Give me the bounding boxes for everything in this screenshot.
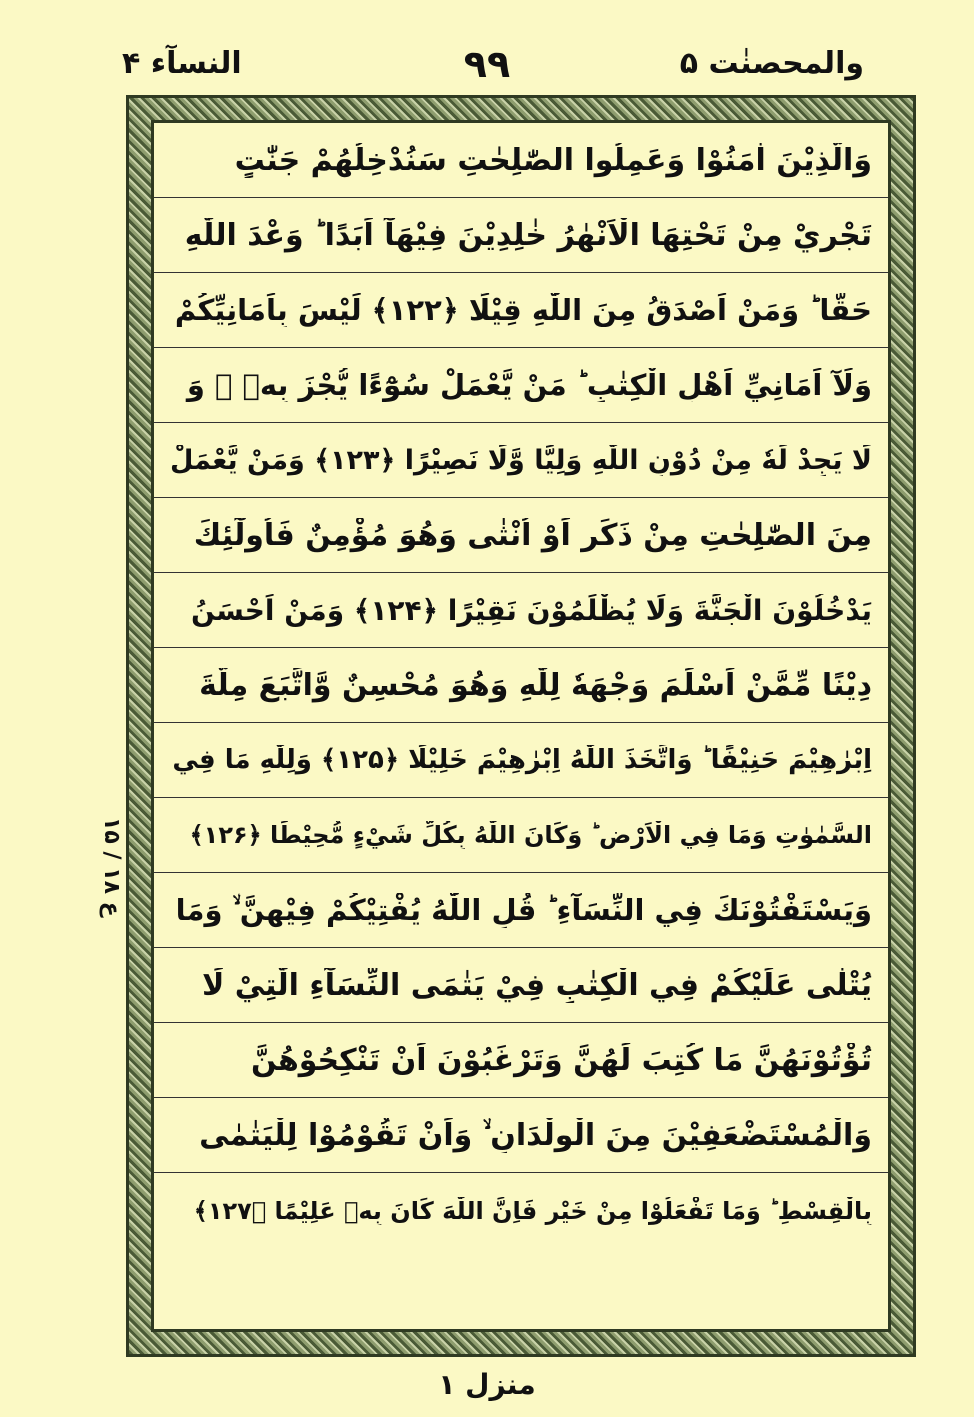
verse-line [154,798,888,873]
verse-line-text: وَيَسْتَفْتُوْنَكَ فِي النِّسَآءِ ؕ قُلِ اللّٰهُ يُفْتِيْكُمْ فِيْهِنَّ ۙ وَمَا [175,892,872,927]
verse-line [154,573,888,648]
verse-line [154,648,888,723]
verse-line-text: السَّمٰوٰتِ وَمَا فِي الْاَرْضِ ؕ وَكَانَ اللّٰهُ بِكُلِّ شَيْءٍ مُّحِيْطًا ﴿۱۲۶﴾ [189,821,872,849]
verse-line [154,123,888,198]
verse-line [154,1023,888,1098]
verse-line-text: دِيْنًا مِّمَّنْ اَسْلَمَ وَجْهَهٗ لِلّٰهِ وَهُوَ مُحْسِنٌ وَّاتَّبَعَ مِلَّةَ [199,667,872,703]
verse-line-text: حَقًّا ؕ وَمَنْ اَصْدَقُ مِنَ اللّٰهِ قِيْلًا ﴿۱۲۲﴾ لَيْسَ بِاَمَانِيِّكُمْ [174,293,872,327]
juz-name: والمحصنٰت ۵ [679,46,864,81]
verse-line-text: يَدْخُلُوْنَ الْجَنَّةَ وَلَا يُظْلَمُوْنَ نَقِيْرًا ﴿۱۲۴﴾ وَمَنْ اَحْسَنُ [191,593,872,627]
decorative-border [126,95,916,1357]
manzil-footer: منزل ۱ [438,1368,536,1401]
page-header [0,40,974,90]
verse-line [154,1173,888,1248]
verse-line [154,948,888,1023]
verse-line-text: تُؤْتُوْنَهُنَّ مَا كُتِبَ لَهُنَّ وَتَرْغَبُوْنَ اَنْ تَنْكِحُوْهُنَّ [250,1042,872,1078]
verse-line-text: تَجْرِيْ مِنْ تَحْتِهَا الْاَنْهٰرُ خٰلِدِيْنَ فِيْهَآ اَبَدًا ؕ وَعْدَ اللّٰهِ [184,217,872,253]
verse-line [154,873,888,948]
verse-line-text: اِبْرٰهِيْمَ حَنِيْفًا ؕ وَاتَّخَذَ اللّٰهُ اِبْرٰهِيْمَ خَلِيْلًا ﴿۱۲۵﴾ وَلِلّٰهِ مَا فِي [172,745,872,775]
verse-line-text: لَا يَجِدْ لَهٗ مِنْ دُوْنِ اللّٰهِ وَلِيًّا وَّلَا نَصِيْرًا ﴿۱۲۳﴾ وَمَنْ يَّعْمَلْ [170,444,872,476]
surah-name: النسآء ۴ [122,46,242,81]
verse-text-area [154,123,888,1329]
verse-line [154,723,888,798]
verse-line [154,198,888,273]
verse-line-text: بِالْقِسْطِ ؕ وَمَا تَفْعَلُوْا مِنْ خَيْرٍ فَاِنَّ اللّٰهَ كَانَ بِهٖ عَلِيْمًا ﴿۱۲۷﴾ [193,1196,872,1225]
verse-line [154,423,888,498]
ruku-marker: ع ۱۸ / ۱۵ [99,817,124,917]
verse-line-text: وَالَّذِيْنَ اٰمَنُوْا وَعَمِلُوا الصّٰلِحٰتِ سَنُدْخِلُهُمْ جَنّٰتٍ [234,142,872,178]
page-number: ۹۹ [463,42,511,86]
verse-line [154,1098,888,1173]
verse-line [154,273,888,348]
verse-line [154,498,888,573]
verse-line-text: وَالْمُسْتَضْعَفِيْنَ مِنَ الْوِلْدَانِ ۙ وَاَنْ تَقُوْمُوْا لِلْيَتٰمٰى [199,1117,872,1153]
verse-line-text: مِنَ الصّٰلِحٰتِ مِنْ ذَكَرٍ اَوْ اُنْثٰى وَهُوَ مُؤْمِنٌ فَاُولٰٓئِكَ [193,517,872,553]
verse-line [154,348,888,423]
verse-line-text: يُتْلٰى عَلَيْكُمْ فِي الْكِتٰبِ فِيْ يَتٰمَى النِّسَآءِ الّٰتِيْ لَا [202,967,872,1003]
verse-line-text: وَلَآ اَمَانِيِّ اَهْلِ الْكِتٰبِ ؕ مَنْ يَّعْمَلْ سُوْٓءًا يُّجْزَ بِهٖ ۙ وَ [186,368,872,402]
